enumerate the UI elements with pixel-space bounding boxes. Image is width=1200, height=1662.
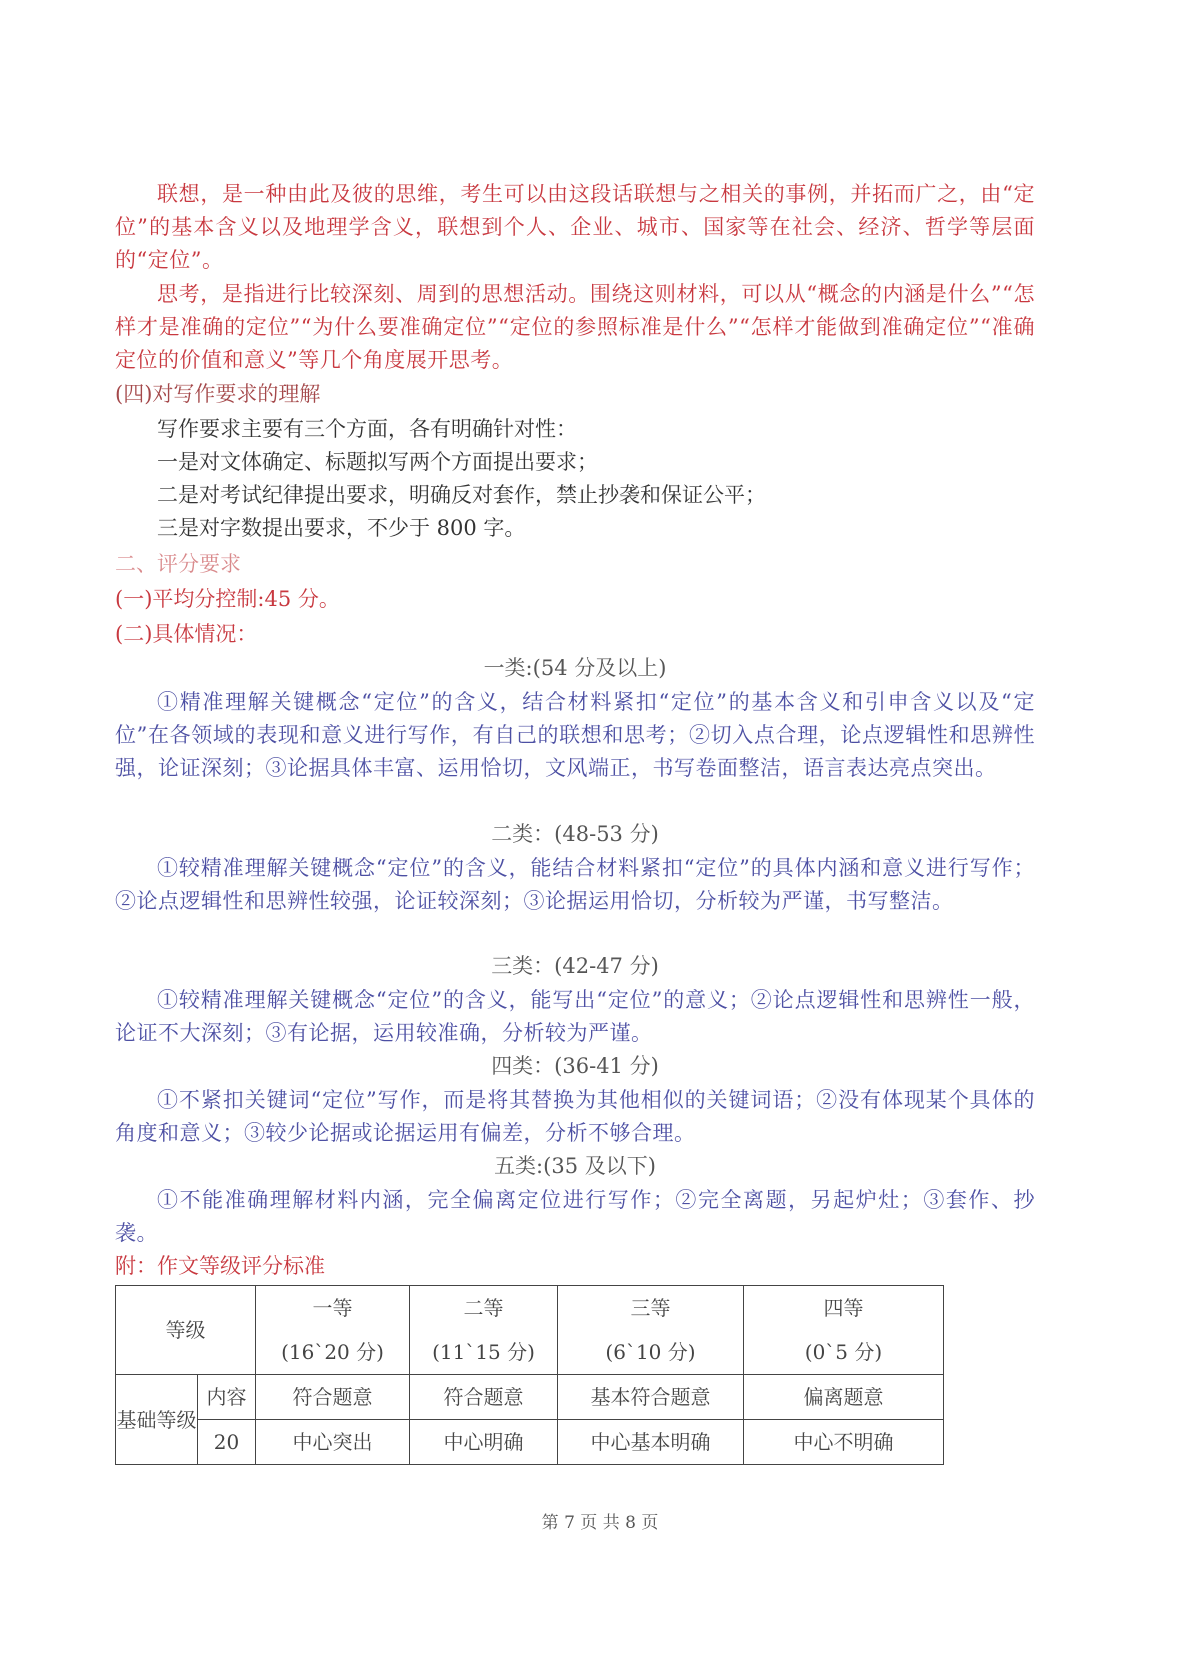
grade-header-cell (744, 1286, 944, 1375)
table-cell: 符合题意 (410, 1375, 558, 1420)
category-title: 四类：(36-41 分) (491, 1054, 659, 1078)
row-score-cell: 20 (198, 1420, 256, 1465)
grade-name: 一等 (312, 1296, 353, 1320)
category-description: ①较精准理解关键概念“定位”的含义，能写出“定位”的意义；②论点逻辑性和思辨性一般，论证不大深刻；③有论据，运用较准确，分析较为严谨。 (115, 988, 1035, 1045)
grade-header-cell (410, 1286, 558, 1375)
grade-name: 三等 (630, 1296, 671, 1320)
category-description: ①较精准理解关键概念“定位”的含义，能结合材料紧扣“定位”的具体内涵和意义进行写作；②论点逻辑性和思辨性较强，论证较深刻；③论据运用恰切，分析较为严谨，书写整洁。 (115, 856, 1035, 913)
grade-name: 四等 (823, 1296, 864, 1320)
table-cell: 基本符合题意 (558, 1375, 744, 1420)
grade-range: (11`15 分) (432, 1340, 535, 1364)
category-title: 一类:(54 分及以上) (483, 656, 667, 680)
category-title: 二类：(48-53 分) (491, 822, 659, 846)
page-number-footer: 第 7 页 共 8 页 (541, 1513, 659, 1533)
category-description: ①精准理解关键概念“定位”的含义，结合材料紧扣“定位”的基本含义和引申含义以及“定位”在各领域的表现和意义进行写作，有自己的联想和思考；②切入点合理，论点逻辑性和思辨性强，论证深刻；③论据具体丰富、运用恰切，文风端正，书写卷面整洁，语言表达亮点突出。 (115, 690, 1035, 780)
table-cell: 中心不明确 (744, 1420, 944, 1465)
requirement-line: 二是对考试纪律提出要求，明确反对套作，禁止抄袭和保证公平； (157, 483, 766, 507)
appendix-heading: 附：作文等级评分标准 (115, 1254, 325, 1278)
table-row (116, 1420, 944, 1465)
requirement-line: 一是对文体确定、标题拟写两个方面提出要求； (157, 450, 598, 474)
requirement-line: 三是对字数提出要求，不少于 800 字。 (157, 516, 526, 540)
grade-header-cell (558, 1286, 744, 1375)
thinking-paragraph: 思考，是指进行比较深刻、周到的思想活动。围绕这则材料，可以从“概念的内涵是什么”“怎样才是准确的定位”“为什么要准确定位”“定位的参照标准是什么”“怎样才能做到准确定位”“准确定位的价值和意义”等几个角度展开思考。 (115, 282, 1035, 372)
scoring-heading: 二、评分要求 (115, 552, 241, 576)
category-title: 三类：(42-47 分) (491, 954, 659, 978)
average-score-line: (一)平均分控制:45 分。 (115, 587, 340, 611)
category-description: ①不紧扣关键词“定位”写作，而是将其替换为其他相似的关键词语；②没有体现某个具体的角度和意义；③较少论据或论据运用有偏差，分析不够合理。 (115, 1088, 1035, 1145)
requirement-line: 写作要求主要有三个方面，各有明确针对性： (157, 417, 577, 441)
row-label-cell: 内容 (198, 1375, 256, 1420)
grade-header-cell (256, 1286, 410, 1375)
category-description: ①不能准确理解材料内涵，完全偏离定位进行写作；②完全离题，另起炉灶；③套作、抄袭。 (115, 1188, 1035, 1245)
table-header-row (116, 1286, 944, 1375)
grade-range: (16`20 分) (281, 1340, 384, 1364)
grade-range: (6`10 分) (605, 1340, 696, 1364)
grade-name: 二等 (463, 1296, 504, 1320)
table-cell: 符合题意 (256, 1375, 410, 1420)
table-cell: 中心基本明确 (558, 1420, 744, 1465)
category-title: 五类:(35 及以下) (494, 1154, 656, 1178)
grade-range: (0`5 分) (804, 1340, 883, 1364)
association-paragraph: 联想，是一种由此及彼的思维，考生可以由这段话联想与之相关的事例，并拓而广之，由“定位”的基本含义以及地理学含义，联想到个人、企业、城市、国家等在社会、经济、哲学等层面的“定位”。 (115, 182, 1035, 272)
table-cell: 中心明确 (410, 1420, 558, 1465)
table-row (116, 1375, 944, 1420)
detail-heading: (二)具体情况： (115, 622, 258, 646)
grade-label-cell: 等级 (116, 1286, 256, 1375)
table-cell: 偏离题意 (744, 1375, 944, 1420)
table-cell: 中心突出 (256, 1420, 410, 1465)
grading-table (115, 1285, 944, 1465)
section4-heading: (四)对写作要求的理解 (115, 382, 321, 406)
row-group-cell: 基础等级 (116, 1375, 198, 1465)
